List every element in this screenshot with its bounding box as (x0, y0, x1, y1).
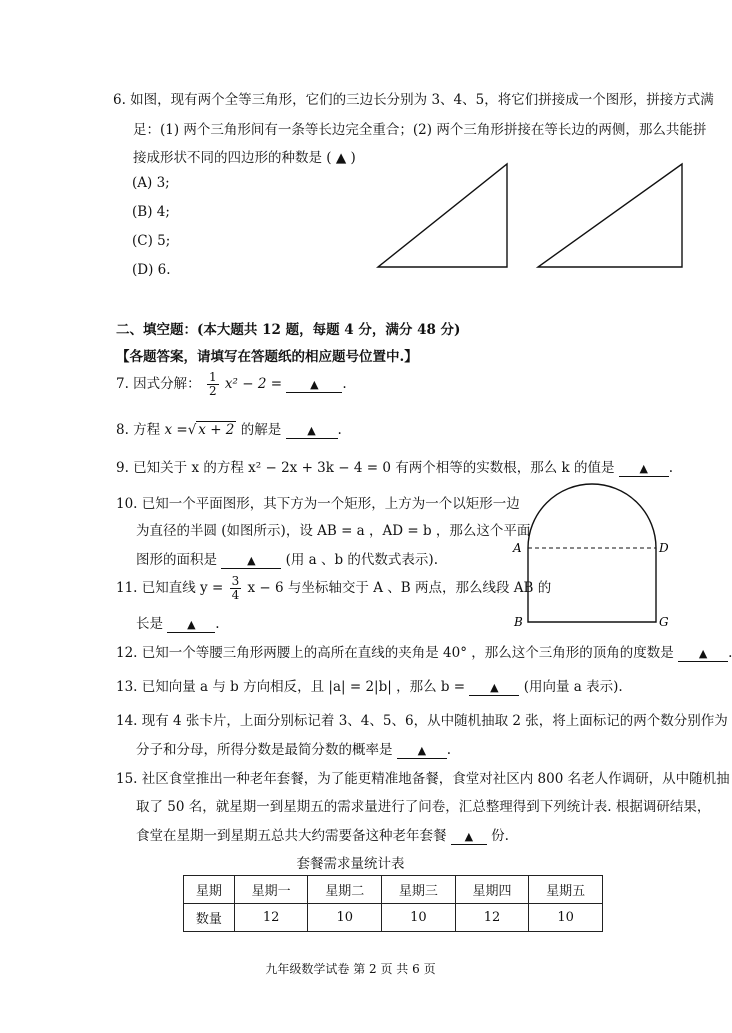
q6-option-c: (C) 5; (132, 233, 171, 249)
q9-end: . (668, 460, 674, 476)
table-row (184, 904, 603, 932)
q8: 8. 方程 x =√ x + 2 的解是 ▲ . (116, 422, 342, 438)
q11-den: 4 (231, 588, 240, 602)
table-cell: 10 (308, 904, 382, 932)
q15-line3-text: 食堂在星期一到星期五总共大约需要备这种老年套餐 (136, 828, 447, 844)
label-d: D (659, 541, 669, 555)
section2-note: 【各题答案，请填写在答题纸的相应题号位置中.】 (116, 349, 418, 365)
q14-answer-blank: ▲ (397, 744, 447, 759)
table-cell: 10 (529, 904, 603, 932)
q14-line2-text: 分子和分母，所得分数是最简分数的概率是 (136, 742, 393, 758)
q6-line3: 接成形状不同的四边形的种数是 ( ▲ ) (133, 150, 356, 166)
q8-eq: x = (164, 422, 188, 438)
page-footer: 九年级数学试卷 第 2 页 共 6 页 (265, 962, 436, 976)
q7-prefix: 7. 因式分解： (116, 376, 201, 392)
q10-line2: 为直径的半圆 (如图所示)，设 AB = a ，AD = b ，那么这个平面 (136, 523, 531, 539)
q12 (116, 641, 732, 662)
q11-line1 (116, 575, 551, 602)
q15-line1: 15. 社区食堂推出一种老年套餐，为了能更精准地备餐，食堂对社区内 800 名老人作调研，从中随机抽 (116, 771, 730, 787)
q7-fraction (207, 371, 219, 398)
q10-answer-blank: ▲ (221, 554, 281, 569)
q15-line3-end: 份. (491, 828, 509, 844)
table-cell: 星期五 (529, 876, 603, 904)
q12-answer-blank: ▲ (678, 647, 728, 662)
q11-line2 (136, 612, 220, 633)
q11-prefix: 11. 已知直线 y = (116, 580, 224, 596)
q10-line3b: (用 a 、b 的代数式表示). (285, 552, 438, 568)
demand-table (183, 875, 603, 932)
q10-line1: 10. 已知一个平面图形，其下方为一个矩形，上方为一个以矩形一边 (116, 496, 520, 512)
table-cell: 10 (382, 904, 456, 932)
q14-line1: 14. 现有 4 张卡片，上面分别标记着 3、4、5、6，从中随机抽取 2 张，将上面标记的两个数分别作为 (116, 713, 728, 729)
q6-option-a: (A) 3; (132, 175, 170, 191)
q11-line2-text: 长是 (136, 616, 163, 632)
table-title: 套餐需求量统计表 (296, 856, 405, 872)
table-header-row (184, 876, 603, 904)
table-cell: 星期三 (382, 876, 456, 904)
q8-prefix: 8. 方程 (116, 422, 161, 438)
q11-answer-blank: ▲ (167, 618, 215, 633)
q6-option-b: (B) 4; (132, 204, 170, 220)
q7-answer-blank: ▲ (286, 378, 342, 393)
table-cell: 数量 (184, 904, 235, 932)
q7 (116, 371, 347, 398)
table-cell: 星期四 (455, 876, 529, 904)
triangle-right (538, 164, 682, 267)
q6-option-d: (D) 6. (132, 262, 171, 278)
q11-tail: x − 6 与坐标轴交于 A 、B 两点，那么线段 AB 的 (247, 580, 552, 596)
q8-mid: 的解是 (240, 422, 282, 438)
q15-answer-blank: ▲ (451, 830, 487, 845)
label-a: A (513, 541, 522, 555)
triangle-left (378, 164, 507, 267)
table-cell: 12 (455, 904, 529, 932)
q7-tail: x² − 2 = (224, 376, 283, 392)
q13 (116, 675, 623, 696)
q8-answer-blank: ▲ (286, 424, 338, 439)
q11-num: 3 (231, 574, 240, 588)
q11-fraction (230, 575, 242, 602)
q10-figure (510, 476, 670, 636)
label-g: G (659, 615, 669, 629)
q7-num: 1 (208, 370, 217, 384)
q14-line2 (136, 738, 451, 759)
q6-triangles-figure (370, 160, 690, 272)
table-cell: 12 (234, 904, 308, 932)
q7-end: . (342, 376, 347, 392)
table-cell: 星期 (184, 876, 235, 904)
q13-tail: (用向量 a 表示). (523, 679, 623, 695)
label-b: B (514, 615, 523, 629)
q10-line3 (136, 548, 438, 569)
q12-end: . (728, 645, 732, 661)
q13-text: 13. 已知向量 a 与 b 方向相反，且 |a| = 2|b| ，那么 b = (116, 679, 466, 695)
q13-answer-blank: ▲ (469, 681, 519, 696)
q6-line1: 6. 如图，现有两个全等三角形，它们的三边长分别为 3、4、5，将它们拼接成一个图形，拼接方式满 (113, 92, 714, 108)
table-cell: 星期一 (234, 876, 308, 904)
q9-text: 9. 已知关于 x 的方程 x² − 2x + 3k − 4 = 0 有两个相等的实数根，那么 k 的值是 (116, 460, 615, 476)
q15-line2: 取了 50 名，就星期一到星期五的需求量进行了问卷，汇总整理得到下列统计表. 根据调研结果， (136, 799, 711, 815)
q15-line3 (136, 824, 509, 845)
q9-answer-blank: ▲ (619, 462, 669, 477)
q11-end: . (215, 616, 220, 632)
q10-line3a: 图形的面积是 (136, 552, 217, 568)
section2-title: 二、填空题：(本大题共 12 题，每题 4 分，满分 48 分) (116, 322, 461, 338)
q6-line2: 足：(1) 两个三角形间有一条等长边完全重合；(2) 两个三角形拼接在等长边的两侧，那么共能拼 (133, 122, 707, 138)
q12-text: 12. 已知一个等腰三角形两腰上的高所在直线的夹角是 40° ，那么这个三角形的顶角的度数是 (116, 645, 674, 661)
q14-end: . (446, 742, 452, 758)
table-cell: 星期二 (308, 876, 382, 904)
q8-end: . (337, 422, 342, 438)
q7-den: 2 (208, 384, 217, 398)
q9 (116, 456, 673, 477)
q8-radicand: x + 2 (198, 422, 235, 438)
